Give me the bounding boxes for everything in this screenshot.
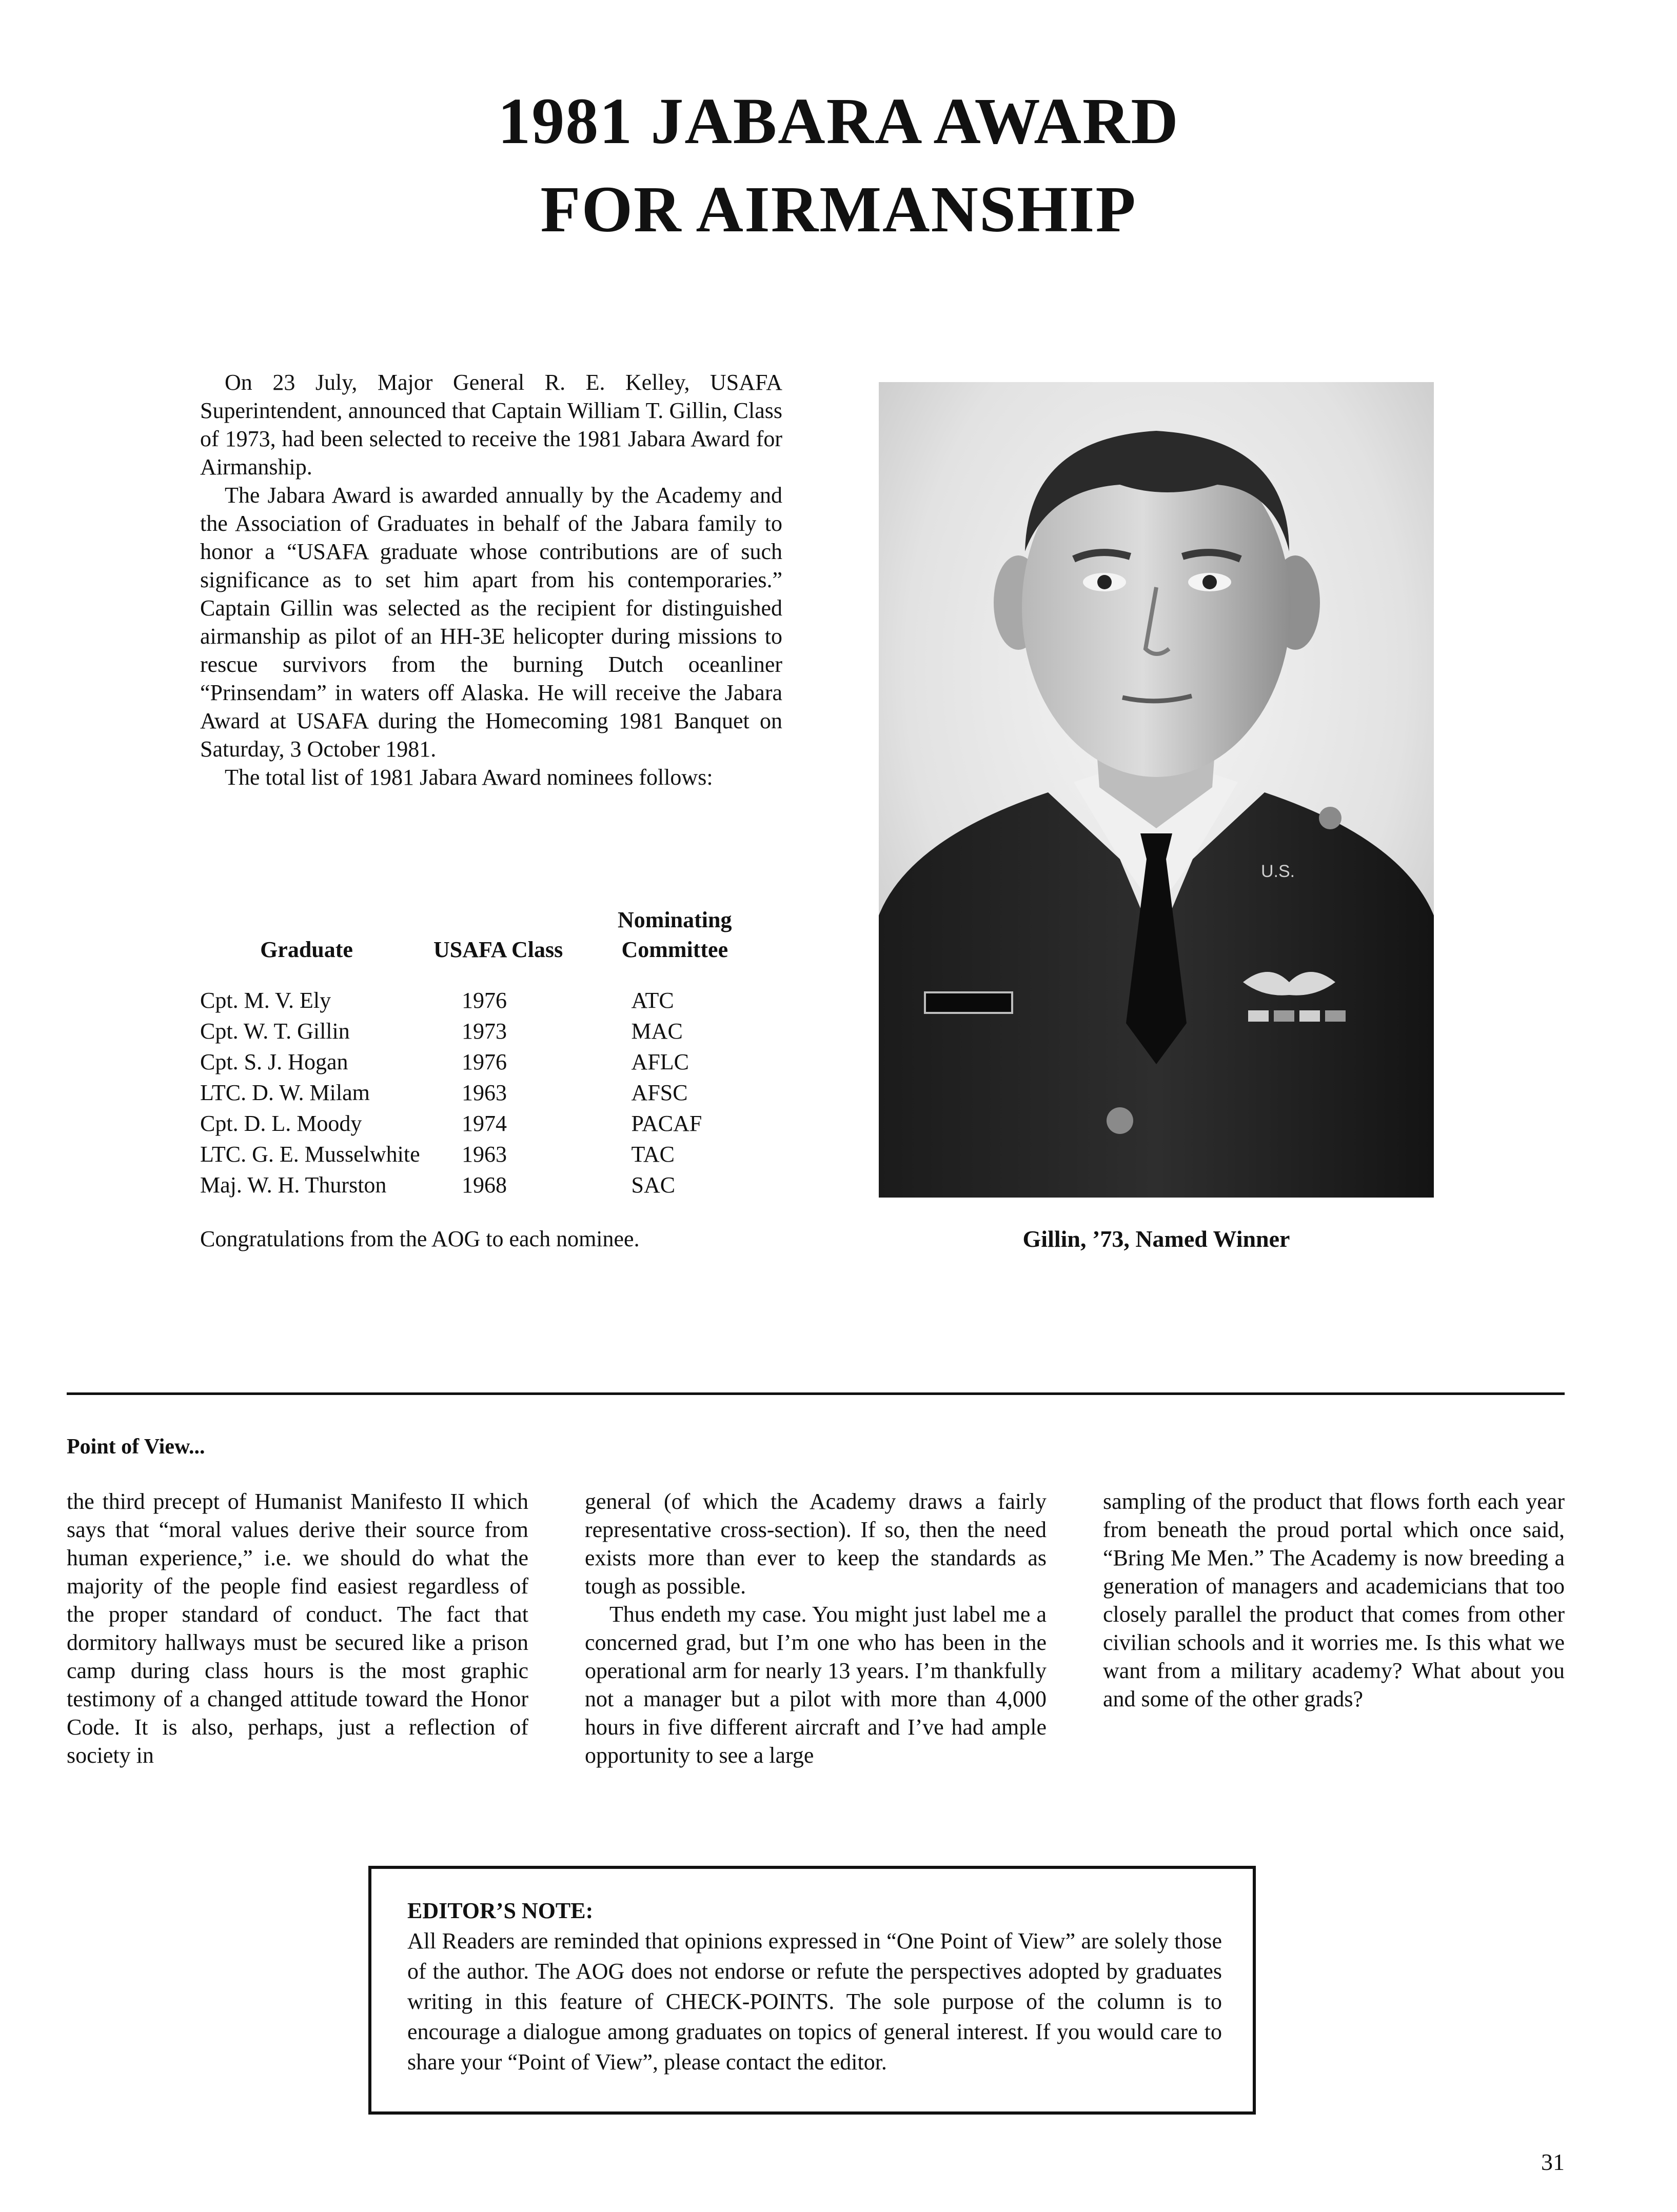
cell-committee: ATC: [631, 988, 674, 1013]
column-header-committee-line-2: Committee: [621, 937, 728, 962]
table-row: [200, 1016, 782, 1047]
cell-class: 1976: [462, 1049, 507, 1074]
table-row: [200, 1108, 782, 1139]
cell-graduate: Cpt. W. T. Gillin: [200, 1019, 350, 1044]
column-header-graduate: Graduate: [260, 937, 353, 962]
cell-committee: AFLC: [631, 1049, 689, 1074]
ribbon: [1274, 1010, 1294, 1022]
ribbon: [1325, 1010, 1346, 1022]
cell-graduate: Cpt. M. V. Ely: [200, 988, 331, 1013]
table-row: [200, 1139, 782, 1170]
editors-note-heading: EDITOR’S NOTE:: [407, 1898, 594, 1923]
cell-committee: PACAF: [631, 1111, 702, 1136]
editors-note-box: [368, 1866, 1256, 2115]
column-header-committee-line-1: Nominating: [618, 907, 732, 932]
table-row: [200, 1170, 782, 1201]
portrait-illustration: [879, 382, 1434, 1198]
jacket-button: [1319, 807, 1341, 829]
article-paragraph: The total list of 1981 Jabara Award nominees follows:: [225, 765, 713, 790]
nominees-table-header-row: [200, 905, 782, 985]
column-paragraph: general (of which the Academy draws a fairly representative cross-section). If so, then the need exists more than ever to keep the standards as tough as possible.: [585, 1489, 1047, 1599]
collar-insignia-text: U.S.: [1261, 862, 1295, 881]
table-row: [200, 1047, 782, 1078]
editors-note-body: All Readers are reminded that opinions expressed in “One Point of View” are solely those of the author. The AOG does not endorse or refute the perspectives adopted by graduates writing in this feature of CHECK-POINTS. The sole purpose of the column is to encourage a dialogue among graduates on topics of general interest. If you would care to share your “Point of View”, please contact the editor.: [407, 1928, 1222, 2075]
point-of-view-column-2: [585, 1487, 1047, 1769]
column-paragraph: sampling of the product that flows forth each year from beneath the proud portal which once said, “Bring Me Men.” The Academy is now breeding a generation of managers and academicians that too closely parallel the product that comes from other civilian schools and it worries me. Is this what we want from a military academy? What about you and some of the other grads?: [1103, 1489, 1565, 1711]
column-paragraph: the third precept of Humanist Manifesto II which says that “moral values derive their source from human experience,” i.e. we should do what the majority of the people find easiest regardless of the proper standard of conduct. The fact that dormitory hallways must be secured like a prison camp during class hours is the most graphic testimony of a changed attitude toward the Honor Code. It is also, perhaps, just a reflection of society in: [67, 1489, 528, 1768]
cell-committee: MAC: [631, 1019, 683, 1044]
table-row: [200, 985, 782, 1016]
cell-graduate: Cpt. D. L. Moody: [200, 1111, 362, 1136]
article-paragraph: The Jabara Award is awarded annually by the Academy and the Association of Graduates in behalf of the Jabara family to honor a “USAFA graduate whose contributions are of such significance as to set him apart from his contemporaries.” Captain Gillin was selected as the recipient for distinguished airmanship as pilot of an HH-3E helicopter during missions to rescue survivors from the burning Dutch oceanliner “Prinsendam” in waters off Alaska. He will receive the Jabara Award at USAFA during the Homecoming 1981 Banquet on Saturday, 3 October 1981.: [200, 483, 782, 762]
cell-graduate: LTC. D. W. Milam: [200, 1080, 370, 1105]
cell-graduate: Maj. W. H. Thurston: [200, 1172, 387, 1198]
cell-class: 1973: [462, 1019, 507, 1044]
name-tag: [925, 992, 1012, 1013]
ribbon: [1299, 1010, 1320, 1022]
cell-committee: AFSC: [631, 1080, 688, 1105]
point-of-view-heading: Point of View...: [67, 1435, 205, 1459]
page-title: [0, 77, 1677, 253]
column-paragraph: Thus endeth my case. You might just label me a concerned grad, but I’m one who has been in the operational arm for nearly 13 years. I’m thankfully not a manager but a pilot with more than 4,000 hours in five different aircraft and I’ve had ample opportunity to see a large: [585, 1602, 1047, 1768]
article-paragraph: On 23 July, Major General R. E. Kelley, USAFA Superintendent, announced that Captain William T. Gillin, Class of 1973, had been selected to receive the 1981 Jabara Award for Airmanship.: [200, 370, 782, 480]
cell-class: 1963: [462, 1142, 507, 1167]
page-title-line-1: 1981 JABARA AWARD: [498, 85, 1179, 157]
cell-committee: TAC: [631, 1142, 675, 1167]
nominees-table: [200, 905, 782, 1201]
cell-committee: SAC: [631, 1172, 676, 1198]
cell-graduate: Cpt. S. J. Hogan: [200, 1049, 348, 1074]
cell-class: 1974: [462, 1111, 507, 1136]
page-title-line-2: FOR AIRMANSHIP: [540, 173, 1137, 246]
page-number: 31: [1541, 2149, 1565, 2175]
congratulations-line: Congratulations from the AOG to each nominee.: [200, 1226, 640, 1251]
column-header-class: USAFA Class: [433, 937, 563, 962]
table-row: [200, 1078, 782, 1108]
point-of-view-column-3: [1103, 1487, 1565, 1713]
cell-class: 1968: [462, 1172, 507, 1198]
award-article: [200, 368, 782, 791]
column-header-committee: [583, 905, 782, 985]
jacket-button: [1107, 1107, 1133, 1134]
ribbon: [1248, 1010, 1269, 1022]
portrait-photo: [879, 382, 1434, 1198]
cell-class: 1976: [462, 988, 507, 1013]
cell-class: 1963: [462, 1080, 507, 1105]
section-divider: [67, 1392, 1565, 1395]
photo-caption: Gillin, ’73, Named Winner: [1022, 1226, 1290, 1252]
point-of-view-column-1: [67, 1487, 528, 1769]
cell-graduate: LTC. G. E. Musselwhite: [200, 1142, 420, 1167]
